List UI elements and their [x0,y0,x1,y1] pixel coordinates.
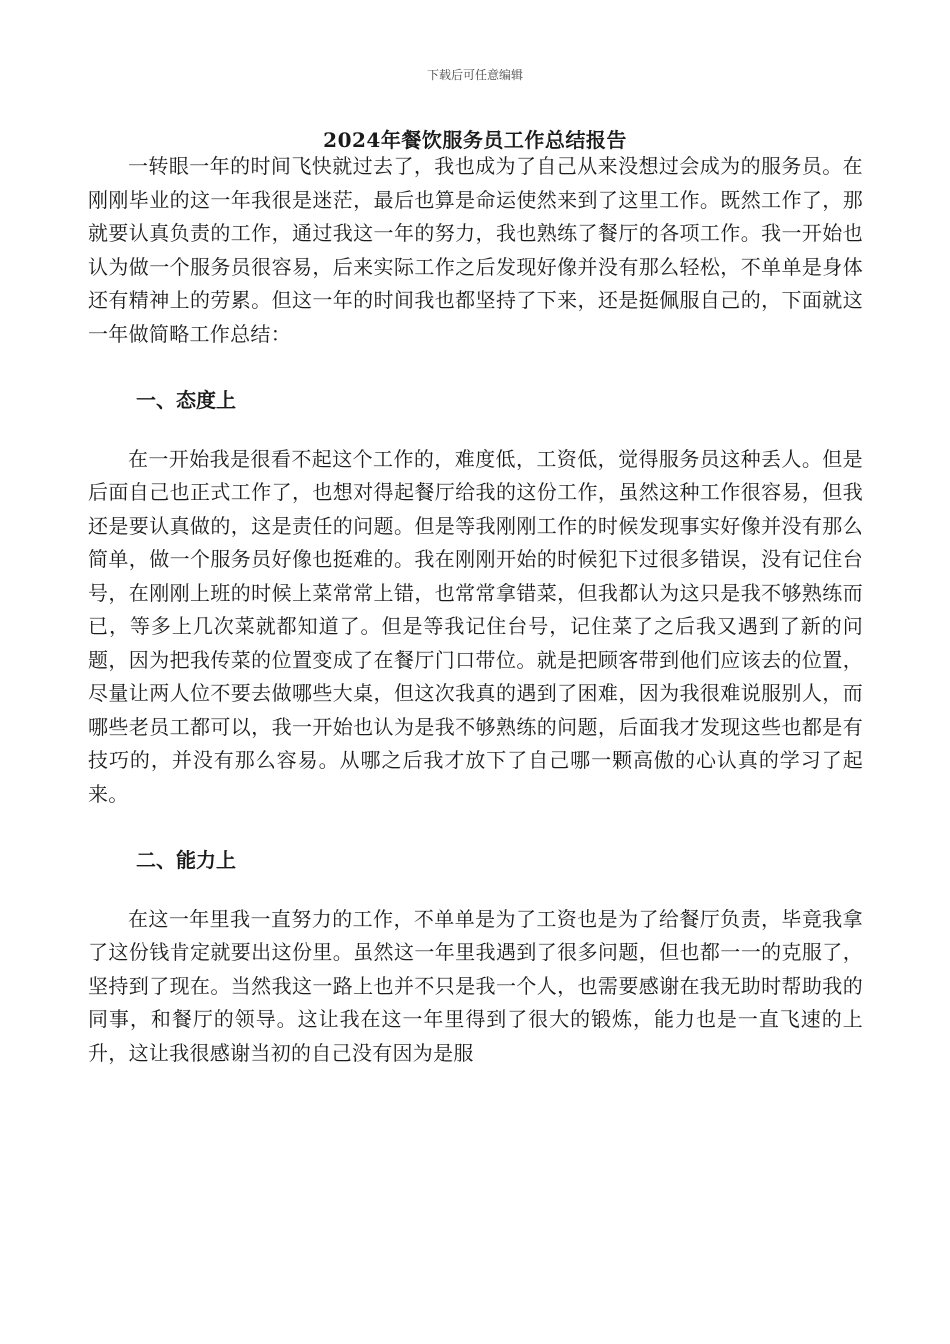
intro-paragraph: 一转眼一年的时间飞快就过去了，我也成为了自己从来没想过会成为的服务员。在刚刚毕业的这一年我很是迷茫，最后也算是命运使然来到了这里工作。既然工作了，那就要认真负责的工作，通过我这一年的努力，我也熟练了餐厅的各项工作。我一开始也认为做一个服务员很容易，后来实际工作之后发现好像并没有那么轻松，不单单是身体还有精神上的劳累。但这一年的时间我也都坚持了下来，还是挺佩服自己的，下面就这一年做简略工作总结： [88,154,863,346]
section-heading-attitude: 一、态度上 [136,388,236,412]
header-note: 下载后可任意编辑 [426,68,523,82]
section-heading-ability: 二、能力上 [136,848,236,872]
attitude-paragraph: 在一开始我是很看不起这个工作的，难度低，工资低，觉得服务员这种丢人。但是后面自己也正式工作了，也想对得起餐厅给我的这份工作，虽然这种工作很容易，但我还是要认真做的，这是责任的问题。但是等我刚刚工作的时候发现事实好像并没有那么简单，做一个服务员好像也挺难的。我在刚刚开始的时候犯下过很多错误，没有记住台号，在刚刚上班的时候上菜常常上错，也常常拿错菜，但我都认为这只是我不够熟练而已，等多上几次菜就都知道了。但是等我记住台号，记住菜了之后我又遇到了新的问题，因为把我传菜的位置变成了在餐厅门口带位。就是把顾客带到他们应该去的位置，尽量让两人位不要去做哪些大桌，但这次我真的遇到了困难，因为我很难说服别人，而哪些老员工都可以，我一开始也认为是我不够熟练的问题，后面我才发现这些也都是有技巧的，并没有那么容易。从哪之后我才放下了自己哪一颗高傲的心认真的学习了起来。 [88,446,863,806]
ability-paragraph: 在这一年里我一直努力的工作，不单单是为了工资也是为了给餐厅负责，毕竟我拿了这份钱肯定就要出这份里。虽然这一年里我遇到了很多问题，但也都一一的克服了，坚持到了现在。当然我这一路上也并不只是我一个人，也需要感谢在我无助时帮助我的同事，和餐厅的领导。这让我在这一年里得到了很大的锻炼，能力也是一直飞速的上升，这让我很感谢当初的自己没有因为是服 [88,906,863,1065]
document-title: 2024年餐饮服务员工作总结报告 [323,128,627,152]
document-body [88,150,863,1070]
